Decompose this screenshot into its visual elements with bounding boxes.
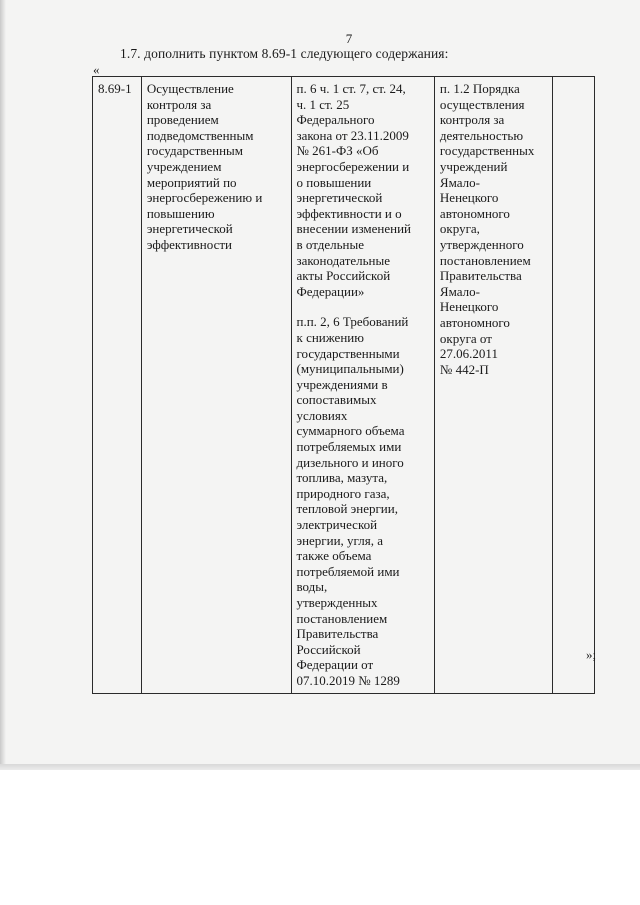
procedure-cell <box>434 77 552 694</box>
legal-basis-line: законодательные <box>296 252 391 268</box>
legal-basis-line: топлива, мазута, <box>296 470 388 486</box>
item-name-line: подведомственным <box>146 127 254 143</box>
amendment-table <box>92 76 595 694</box>
legal-basis-line: внесении изменений <box>296 221 412 237</box>
procedure-line: контроля за <box>439 112 505 128</box>
item-number-cell <box>93 77 142 694</box>
item-name-line: учреждением <box>146 158 222 174</box>
legal-basis-line: также объема <box>296 548 372 564</box>
procedure-line: утвержденного <box>439 236 524 252</box>
procedure-line: округа от <box>439 330 492 346</box>
legal-basis-line: постановлением <box>296 610 388 626</box>
procedure-line: № 442-П <box>439 361 489 377</box>
procedure-line: постановлением <box>439 252 531 268</box>
procedure-line: Правительства <box>439 268 522 284</box>
legal-basis-cell <box>291 77 434 694</box>
opening-quote: « <box>93 62 100 77</box>
item-name-line: контроля за <box>146 96 212 112</box>
procedure-line: Ненецкого <box>439 299 499 315</box>
legal-basis-line: ч. 1 ст. 25 <box>296 96 350 112</box>
page-number: 7 <box>345 31 353 46</box>
legal-basis-line: воды, <box>296 579 328 595</box>
legal-basis-line: Правительства <box>296 626 379 642</box>
legal-basis-line: Российской <box>296 641 361 657</box>
legal-basis-line: государственными <box>296 345 400 361</box>
amendment-intro: 1.7. дополнить пунктом 8.69-1 следующего содержания: <box>120 46 449 61</box>
legal-basis-line: энергетической <box>296 190 383 206</box>
legal-basis-line: о повышении <box>296 174 372 190</box>
procedure-line: государственных <box>439 143 535 159</box>
procedure-line: автономного <box>439 205 510 221</box>
procedure-line: автономного <box>439 314 510 330</box>
procedure-line: 27.06.2011 <box>439 346 498 362</box>
legal-basis-line: Федерального <box>296 112 375 128</box>
legal-basis-line: электрической <box>296 517 378 533</box>
item-name-line: мероприятий по <box>146 174 237 190</box>
legal-basis-line: Федерации от <box>296 657 374 673</box>
item-name-line: эффективности <box>146 236 232 252</box>
table-row <box>93 77 595 694</box>
procedure-line: Ненецкого <box>439 190 499 206</box>
legal-basis-line: дизельного и иного <box>296 454 404 470</box>
scan-bottom-edge <box>0 764 640 770</box>
item-name-line: повышению <box>146 205 215 221</box>
legal-basis-line: к снижению <box>296 329 364 345</box>
procedure-line: Ямало- <box>439 174 480 190</box>
legal-basis-line: эффективности и о <box>296 205 402 221</box>
legal-basis-line: Федерации» <box>296 283 365 299</box>
item-name-line: Осуществление <box>146 81 234 96</box>
item-number: 8.69-1 <box>98 81 132 96</box>
item-name-line: государственным <box>146 143 243 159</box>
item-name-line: проведением <box>146 112 219 128</box>
procedure-line: Ямало- <box>439 283 480 299</box>
legal-basis-line: учреждениями в <box>296 376 388 392</box>
empty-cell <box>553 77 595 694</box>
legal-basis-line: (муниципальными) <box>296 361 404 377</box>
item-name-line: энергосбережению и <box>146 190 263 206</box>
legal-basis-line: утвержденных <box>296 595 378 610</box>
legal-basis-line: потребляемых ими <box>296 439 402 455</box>
procedure-line: учреждений <box>439 158 508 174</box>
legal-basis-line: 07.10.2019 № 1289 <box>296 672 400 688</box>
scan-left-edge <box>0 0 6 768</box>
legal-basis-line: п. 6 ч. 1 ст. 7, ст. 24, <box>296 81 406 96</box>
legal-basis-line: природного газа, <box>296 485 390 501</box>
legal-basis-line: тепловой энергии, <box>296 501 398 517</box>
procedure-line: осуществления <box>439 96 525 112</box>
closing-quote: »; <box>586 647 597 662</box>
procedure-line: деятельностью <box>439 127 524 143</box>
legal-basis-line: энергии, угля, а <box>296 532 383 548</box>
procedure-line: округа, <box>439 221 480 237</box>
legal-basis-line: суммарного объема <box>296 423 405 439</box>
legal-basis-line: в отдельные <box>296 236 364 252</box>
legal-basis-line: условиях <box>296 407 348 423</box>
item-name-line: энергетической <box>146 221 233 237</box>
legal-basis-line: п.п. 2, 6 Требований <box>296 314 409 330</box>
legal-basis-line: акты Российской <box>296 268 391 284</box>
legal-basis-line: № 261-ФЗ «Об <box>296 143 379 159</box>
item-name-cell <box>141 77 291 694</box>
legal-basis-paragraph-1 <box>297 81 430 299</box>
legal-basis-line: сопоставимых <box>296 392 377 408</box>
legal-basis-line: энергосбережении и <box>296 158 410 174</box>
legal-basis-line: потребляемой ими <box>296 563 400 579</box>
legal-basis-line: закона от 23.11.2009 <box>296 127 409 143</box>
legal-basis-paragraph-2 <box>297 314 430 688</box>
procedure-line: п. 1.2 Порядка <box>439 81 520 96</box>
